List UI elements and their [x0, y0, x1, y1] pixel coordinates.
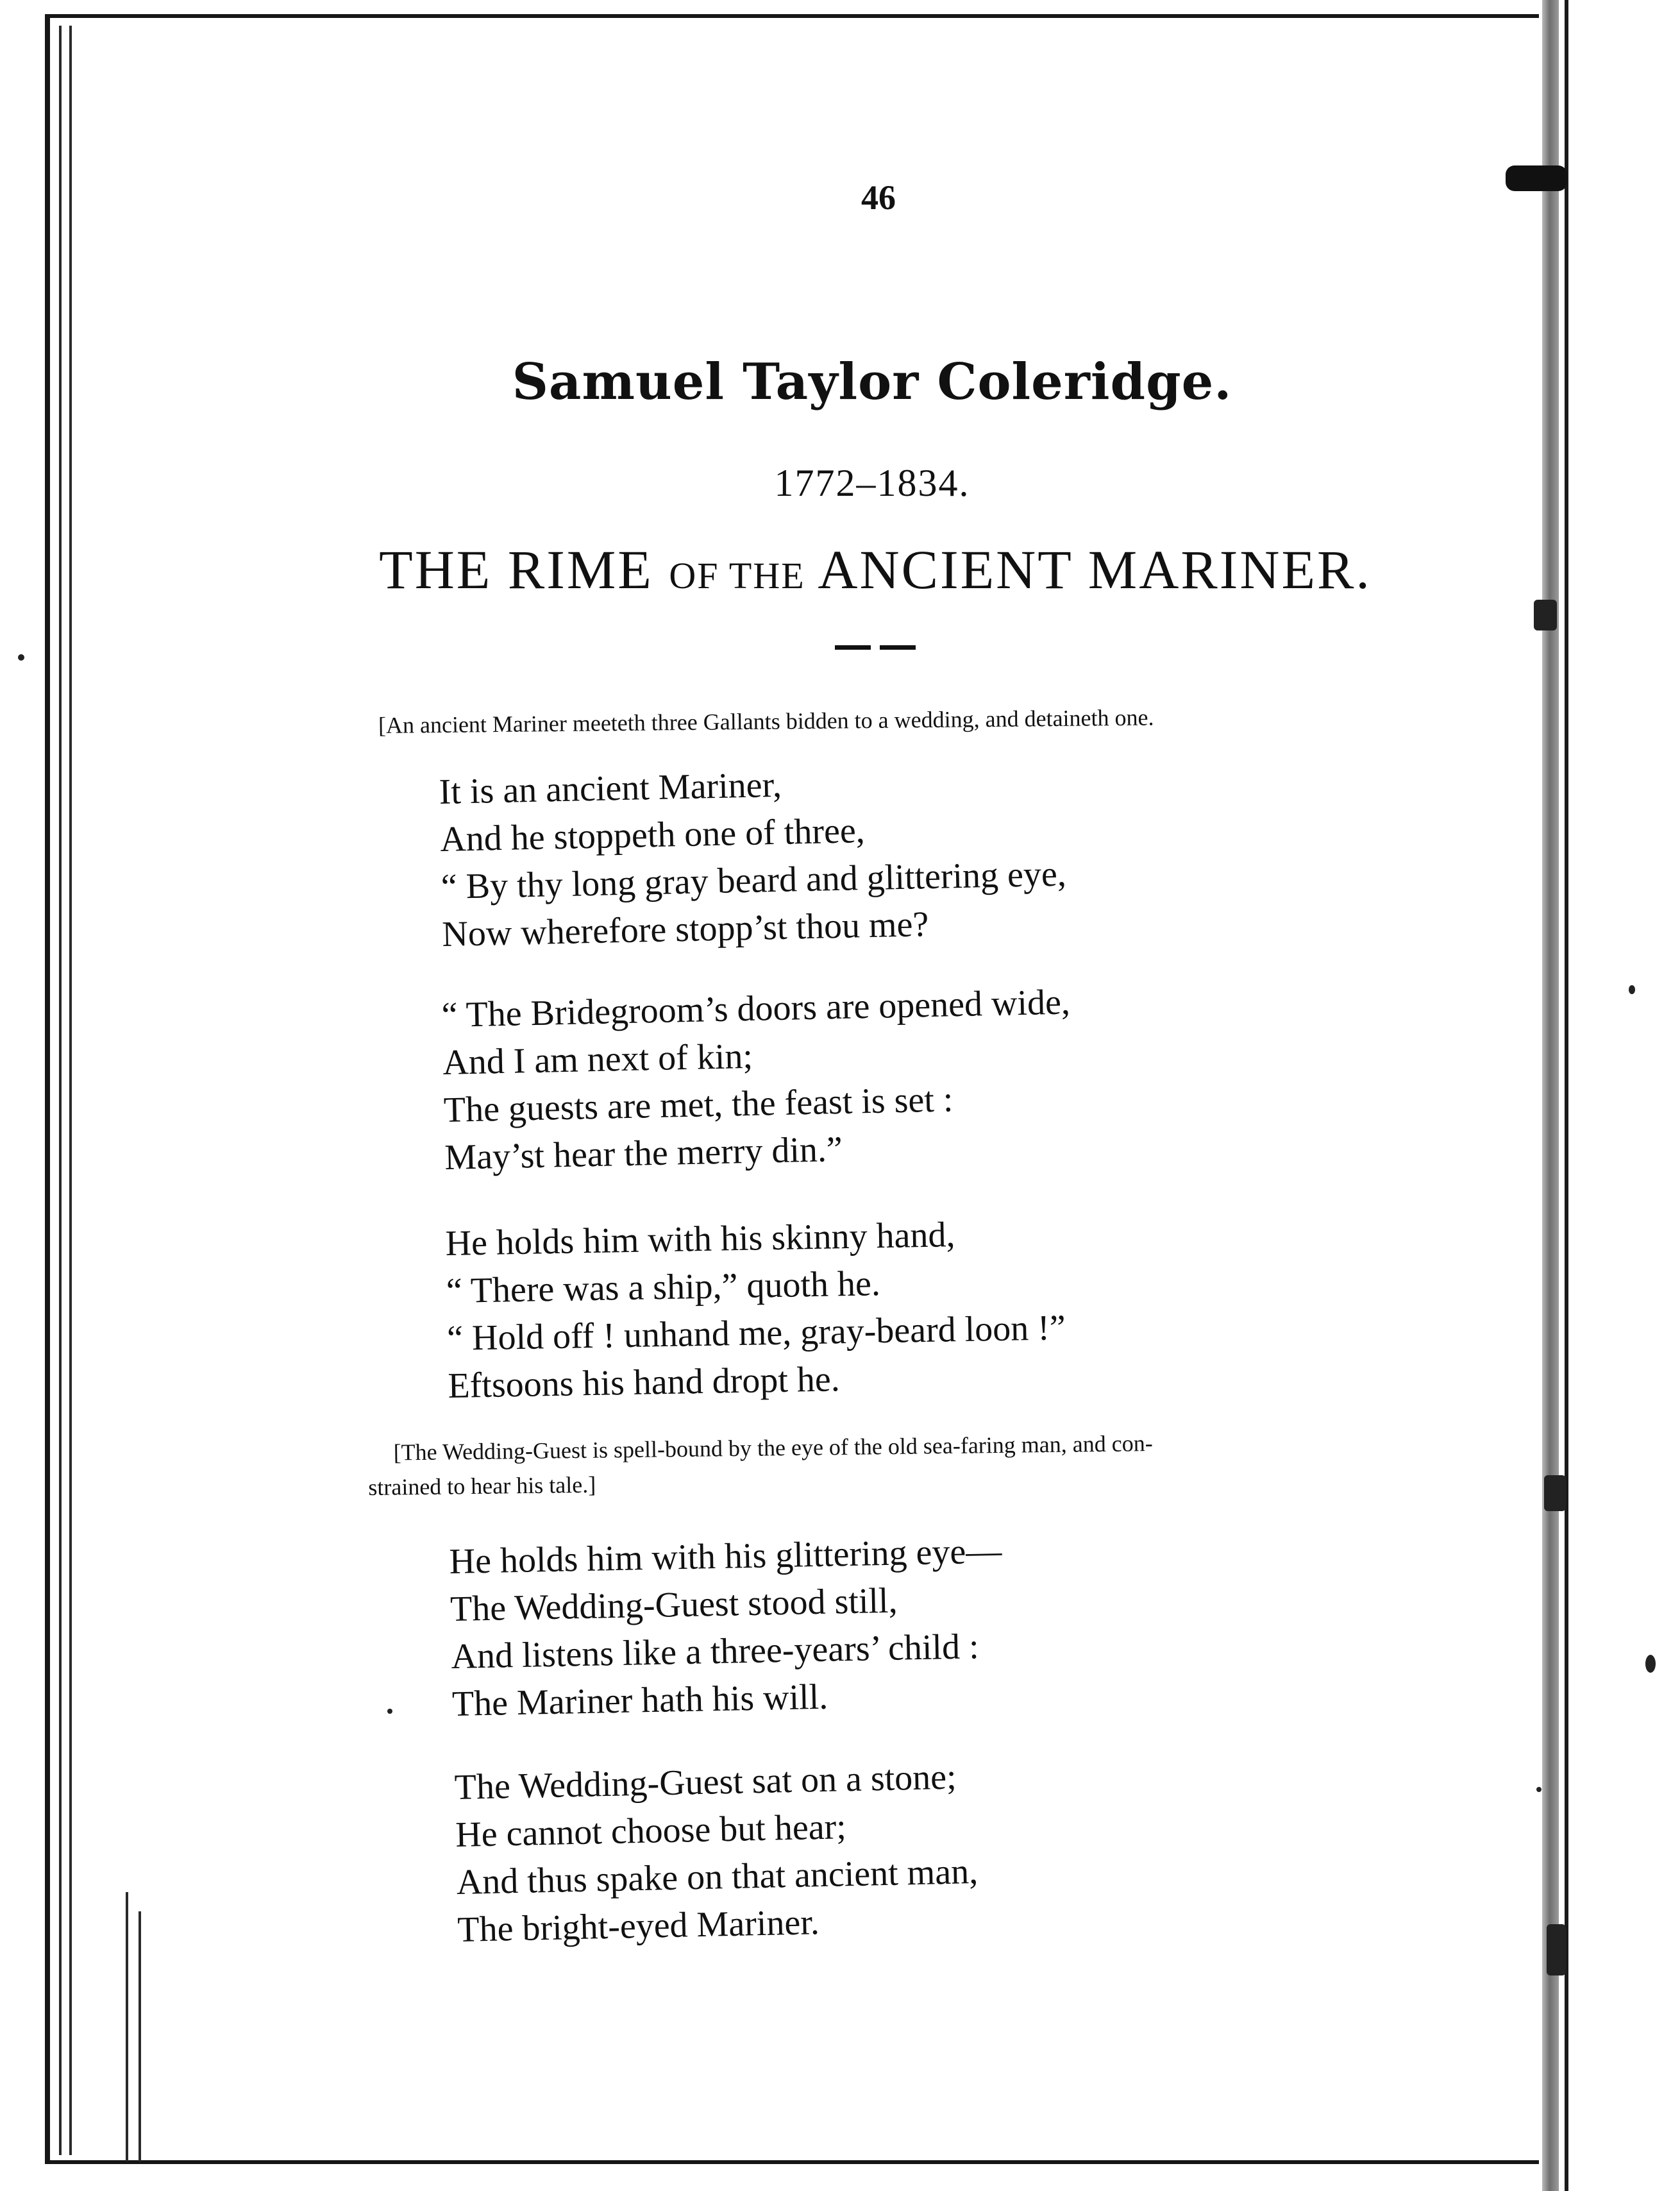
- verse-line: The guests are met, the feast is set :: [443, 1079, 953, 1130]
- gloss-line: strained to hear his tale.]: [368, 1471, 596, 1500]
- verse-line: Eftsoons his hand dropt he.: [447, 1359, 841, 1406]
- margin-gloss: [367, 1423, 1420, 1505]
- verse-line: The bright-eyed Mariner.: [457, 1902, 820, 1950]
- verse-line: It is an ancient Mariner,: [439, 765, 782, 812]
- author-dates: 1772–1834.: [774, 462, 970, 504]
- verse-line: He holds him with his skinny hand,: [445, 1215, 955, 1264]
- verse-line: And thus spake on that ancient man,: [456, 1851, 979, 1902]
- verse-line: The Mariner hath his will.: [451, 1677, 828, 1724]
- verse-line: May’st hear the merry din.”: [444, 1129, 843, 1178]
- poem-title: [321, 537, 1430, 608]
- page-number: 46: [861, 178, 896, 217]
- poem-title-part: THE RIME: [379, 539, 669, 600]
- verse-line: “ Hold off ! unhand me, gray-beard loon !”: [446, 1308, 1066, 1358]
- stanza: [449, 1527, 1005, 1727]
- verse-line: “ There was a ship,” quoth he.: [446, 1264, 881, 1311]
- verse-line: He holds him with his glittering eye—: [449, 1531, 1002, 1582]
- verse-line: Now wherefore stopp’st thou me?: [441, 904, 929, 954]
- ornamental-rule: [835, 645, 871, 650]
- stanza: [441, 978, 1073, 1181]
- poem-title-part: ANCIENT MARINER.: [805, 539, 1372, 600]
- verse-line: “ The Bridegroom’s doors are opened wide,: [441, 982, 1071, 1035]
- gloss-line: [An ancient Mariner meeteth three Gallants bidden to a wedding, and detaineth one.: [378, 704, 1154, 738]
- author-heading: Samuel Taylor Coleridge.: [512, 353, 1232, 411]
- gloss-line: [The Wedding-Guest is spell-bound by the eye of the old sea-faring man, and con-: [393, 1430, 1153, 1466]
- margin-gloss: [378, 700, 1154, 743]
- ornamental-rule: [880, 645, 916, 650]
- verse-line: And listens like a three-years’ child :: [450, 1627, 980, 1677]
- verse-line: The Wedding-Guest stood still,: [449, 1580, 898, 1629]
- verse-line: The Wedding-Guest sat on a stone;: [454, 1757, 957, 1807]
- verse-line: And I am next of kin;: [442, 1036, 753, 1083]
- stanza: [445, 1209, 1067, 1410]
- verse-line: “ By thy long gray beard and glittering eye,: [441, 854, 1067, 907]
- verse-line: He cannot choose but hear;: [455, 1807, 847, 1855]
- stanza: [439, 756, 1068, 958]
- stanza: [454, 1753, 979, 1954]
- poem-title-small-caps: OF THE: [669, 555, 805, 596]
- verse-line: And he stoppeth one of three,: [439, 811, 866, 859]
